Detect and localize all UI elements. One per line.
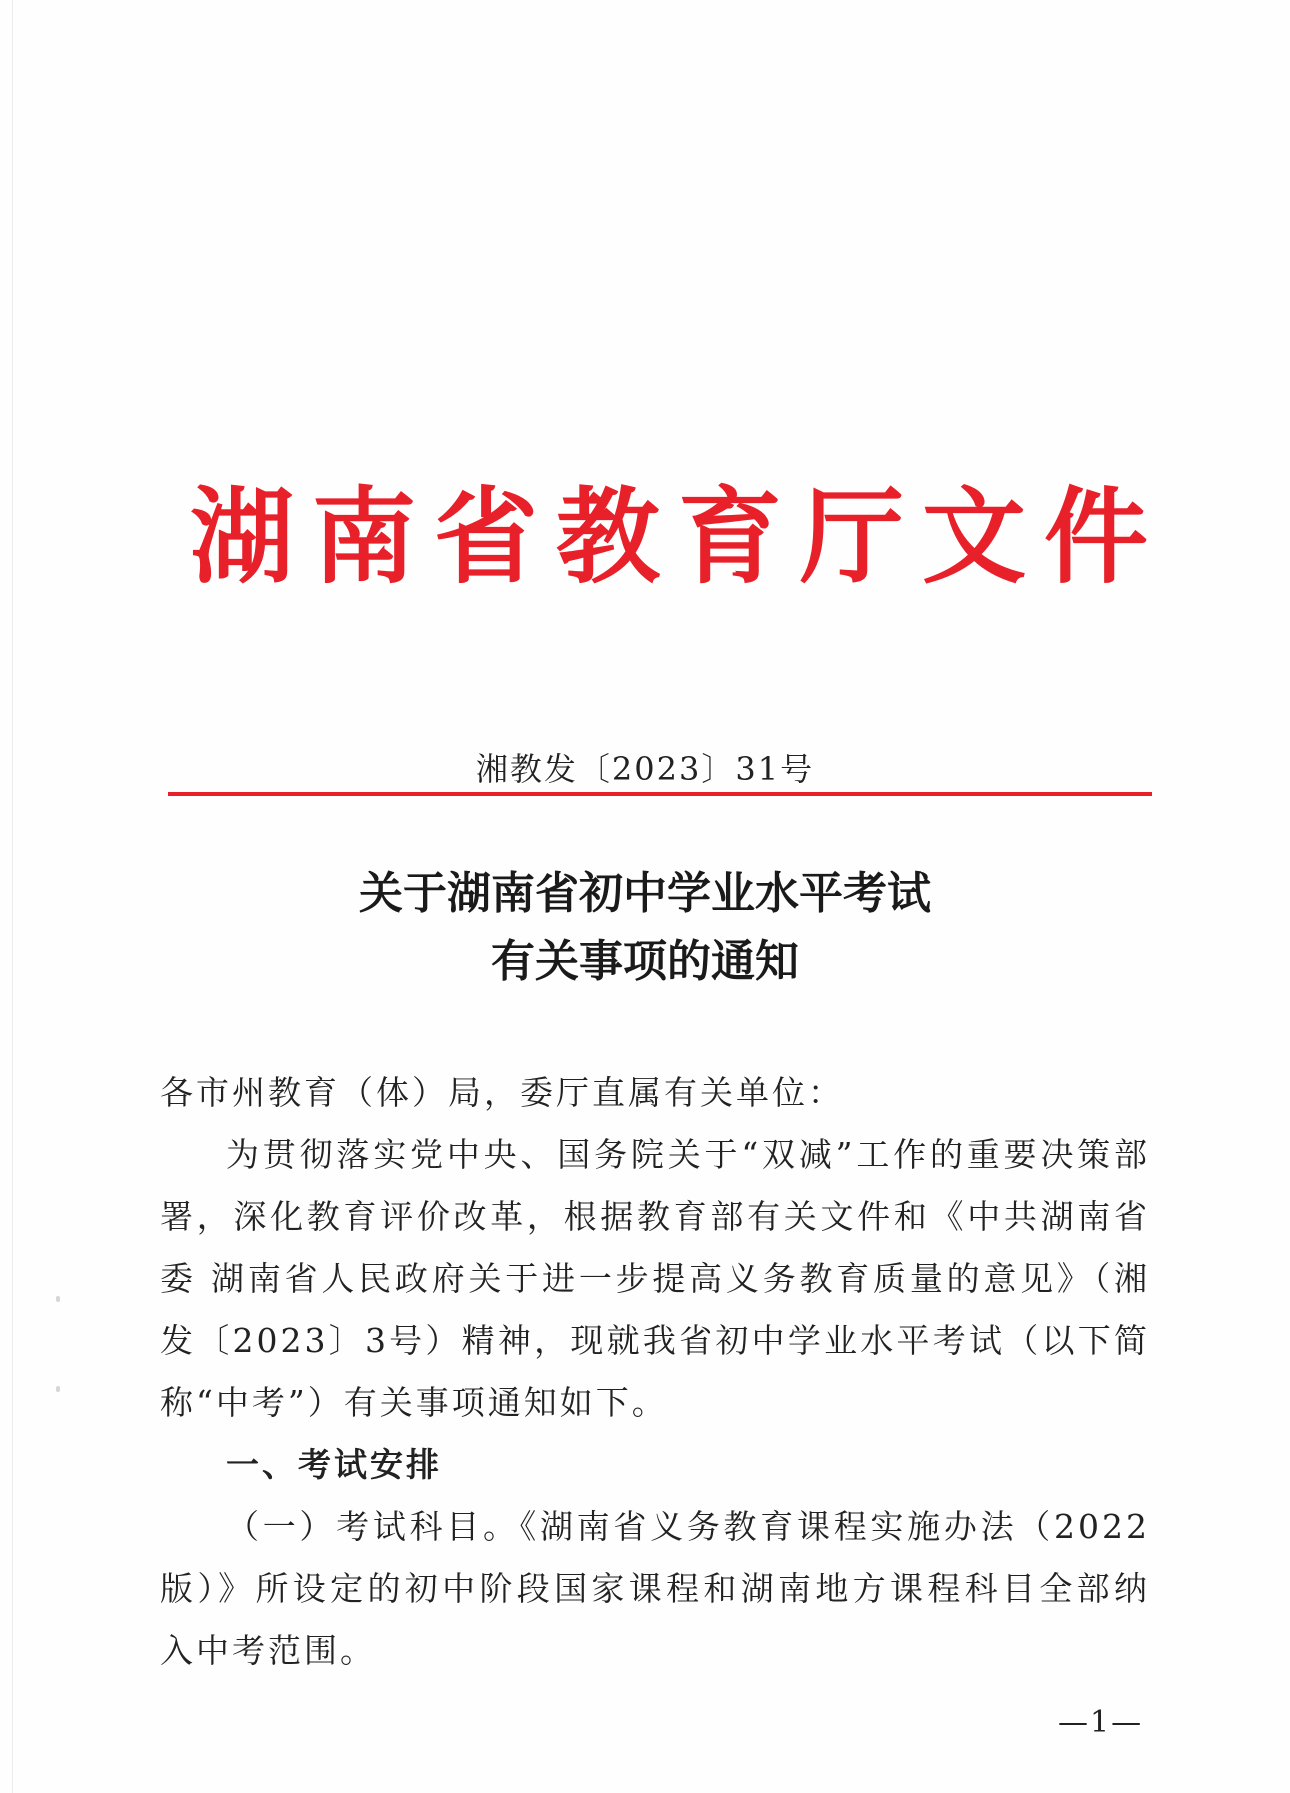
section-heading: 一、考试安排 [226, 1445, 442, 1484]
addressee: 各市州教育（体）局，委厅直属有关单位： [160, 1073, 844, 1112]
notice-title-line-1: 关于湖南省初中学业水平考试 [359, 868, 931, 919]
issuer-title: 湖南省教育厅文件 [190, 476, 1167, 598]
intro-paragraph: 为贯彻落实党中央、国务院关于“双减”工作的重要决策部署，深化教育评价改革，根据教育部有关文件和《中共湖南省委 湖南省人民政府关于进一步提高义务教育质量的意见》（湘发〔2023〕3号）精神，现就我省初中学业水平考试（以下简称“中考”）有关事项通知如下。 [160, 1135, 1150, 1422]
red-divider-line [168, 792, 1152, 796]
page-number: —1— [1058, 1705, 1144, 1740]
notice-title-line-2: 有关事项的通知 [491, 936, 799, 987]
document-number: 湘教发〔2023〕31号 [475, 750, 815, 788]
notice-title [160, 860, 1130, 996]
margin-mark [56, 1386, 60, 1392]
page-edge [12, 0, 13, 1793]
section-item-paragraph: （一）考试科目。《湖南省义务教育课程实施办法（2022版）》所设定的初中阶段国家课程和湖南地方课程科目全部纳入中考范围。 [160, 1507, 1150, 1670]
document-body [160, 1062, 1150, 1682]
margin-mark [56, 1296, 60, 1302]
